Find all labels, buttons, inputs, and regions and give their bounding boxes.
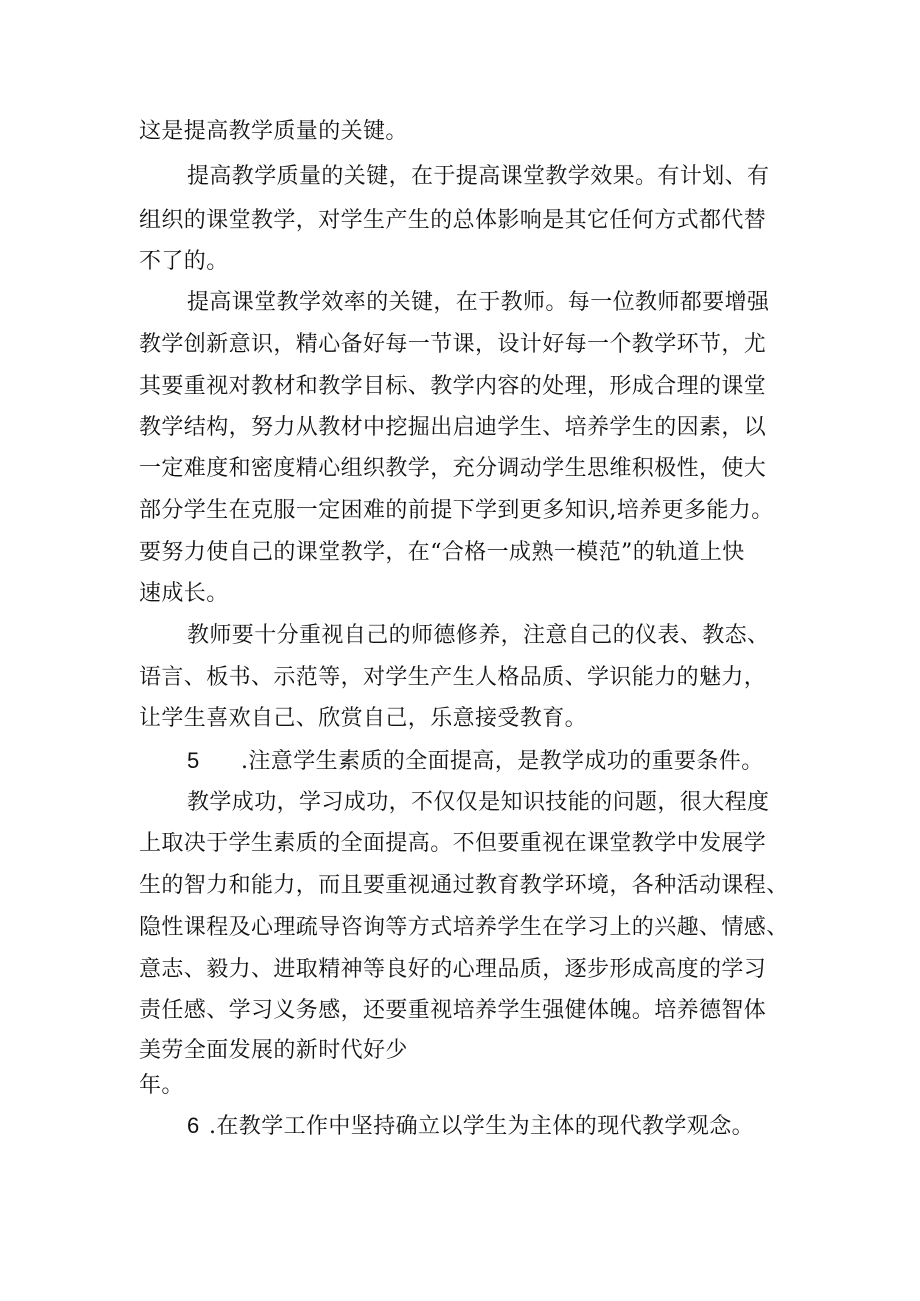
text-line: 不了的。 bbox=[139, 249, 229, 274]
paragraph-first-line: 提高教学质量的关键，在于提高课堂教学效果。有计划、有 bbox=[187, 164, 770, 189]
text-line: 意志、毅力、进取精神等良好的心理品质，逐步形成高度的学习 bbox=[139, 957, 767, 982]
text-line: 速成长。 bbox=[139, 581, 229, 606]
item-number: 6 bbox=[187, 1113, 200, 1138]
text-line: 年。 bbox=[139, 1073, 184, 1098]
text-line: 教学结构，努力从教材中挖掘出启迪学生、培养学生的因素，以 bbox=[139, 415, 767, 440]
text-line: 美劳全面发展的新时代好少 bbox=[139, 1038, 408, 1063]
item-text: .在教学工作中坚持确立以学生为主体的现代教学观念。 bbox=[209, 1114, 754, 1139]
text-line: 生的智力和能力，而且要重视通过教育教学环境，各种活动课程、 bbox=[139, 873, 789, 898]
text-line: 教学创新意识，精心备好每一节课，设计好每一个教学环节，尤 bbox=[139, 332, 767, 357]
paragraph-first-line: 教师要十分重视自己的师德修养，注意自己的仪表、教态、 bbox=[187, 623, 770, 648]
text-line: 让学生喜欢自己、欣赏自己，乐意接受教育。 bbox=[139, 706, 588, 731]
text-line: 上取决于学生素质的全面提高。不但要重视在课堂教学中发展学 bbox=[139, 831, 767, 856]
numbered-heading-6 bbox=[187, 1111, 754, 1141]
item-text: .注意学生素质的全面提高，是教学成功的重要条件。 bbox=[241, 749, 764, 774]
text-line: 责任感、学习义务感，还要重视培养学生强健体魄。培养德智体 bbox=[139, 998, 767, 1023]
text-line: 部分学生在克服一定困难的前提下学到更多知识,培养更多能力。 bbox=[139, 498, 774, 523]
text-line: 语言、板书、示范等，对学生产生人格品质、学识能力的魅力， bbox=[139, 665, 767, 690]
numbered-heading-5 bbox=[187, 746, 764, 776]
text-line: 组织的课堂教学，对学生产生的总体影响是其它任何方式都代替 bbox=[139, 208, 767, 233]
paragraph-first-line: 提高课堂教学效率的关键，在于教师。每一位教师都要增强 bbox=[187, 290, 770, 315]
text-line: 这是提高教学质量的关键。 bbox=[139, 119, 408, 144]
paragraph-first-line: 教学成功，学习成功，不仅仅是知识技能的问题，很大程度 bbox=[187, 790, 770, 815]
text-line: 一定难度和密度精心组织教学，充分调动学生思维积极性，使大 bbox=[139, 456, 767, 481]
text-line: 其要重视对教材和教学目标、教学内容的处理，形成合理的课堂 bbox=[139, 374, 767, 399]
text-line: 要努力使自己的课堂教学，在“合格一成熟一模范”的轨道上快 bbox=[139, 540, 745, 565]
text-line: 隐性课程及心理疏导咨询等方式培养学生在学习上的兴趣、情感、 bbox=[139, 915, 789, 940]
item-number: 5 bbox=[187, 748, 200, 773]
